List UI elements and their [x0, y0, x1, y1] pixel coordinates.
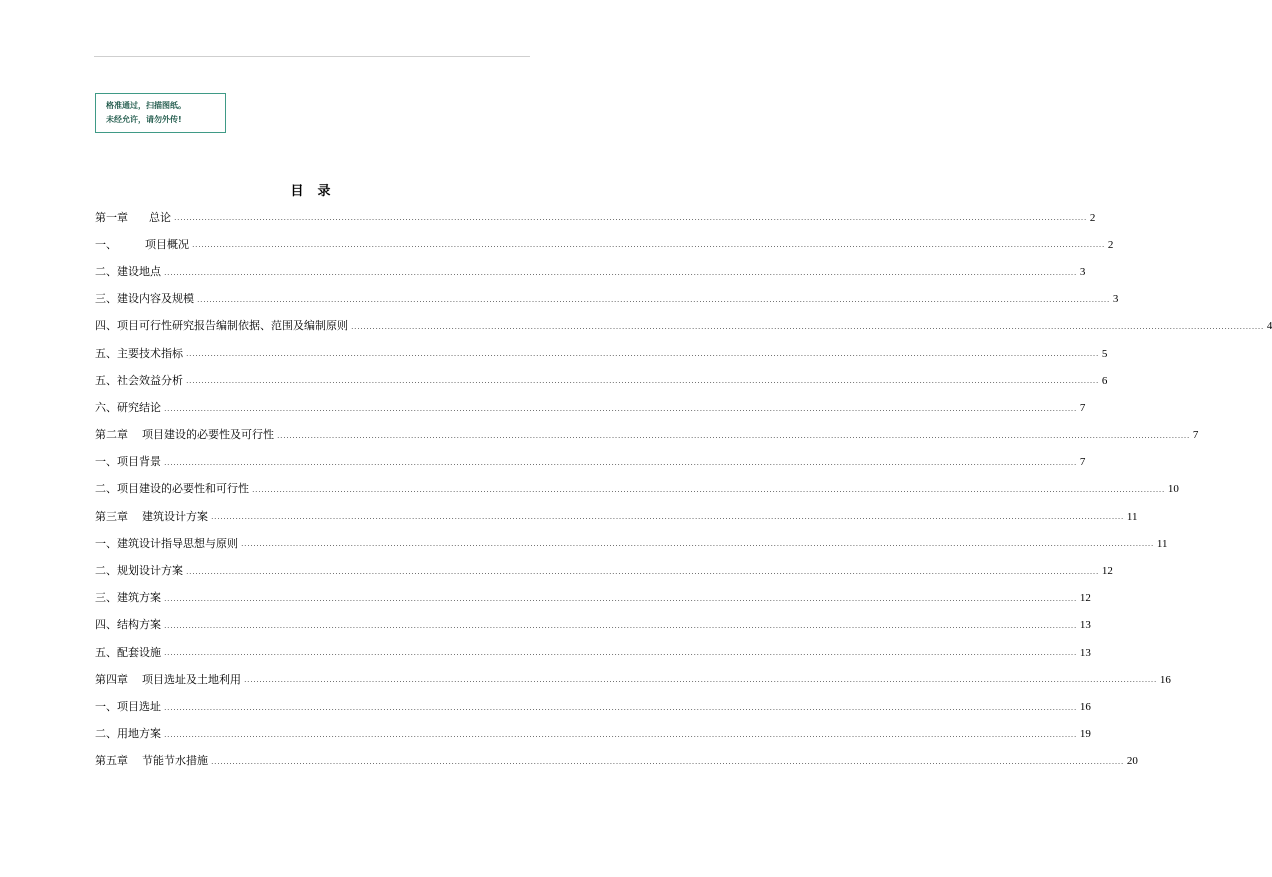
toc-entry-page: 20: [1126, 755, 1138, 768]
toc-entry[interactable]: [95, 286, 1119, 313]
toc-entry[interactable]: [95, 367, 1108, 394]
toc-entry-page: 2: [1107, 238, 1114, 251]
toc-entry-label: 四、项目可行性研究报告编制依据、范围及编制原则: [95, 319, 348, 333]
toc-entry[interactable]: [95, 666, 1171, 693]
toc-entry-label: 五、配套设施: [95, 645, 161, 659]
toc-entry-page: 10: [1167, 483, 1179, 496]
toc-entry-page: 2: [1089, 211, 1096, 224]
toc-entry-label: 二、项目建设的必要性和可行性: [95, 482, 249, 496]
toc-entry[interactable]: [95, 721, 1091, 748]
toc-leader: ............................................................................................................................................................................................................................................................................................................: [164, 593, 1077, 603]
toc-leader: ............................................................................................................................................................................................................................................................................................................: [252, 485, 1165, 495]
toc-entry[interactable]: [95, 422, 1199, 449]
toc-title: 目录: [290, 184, 345, 199]
toc-leader: ............................................................................................................................................................................................................................................................................................................: [186, 349, 1099, 359]
toc-leader: ............................................................................................................................................................................................................................................................................................................: [241, 539, 1154, 549]
toc-entry-label: 第二章 项目建设的必要性及可行性: [95, 428, 274, 442]
toc-entry-label: 三、建设内容及规模: [95, 292, 194, 306]
toc-entry[interactable]: [95, 612, 1091, 639]
toc-leader: ............................................................................................................................................................................................................................................................................................................: [211, 756, 1124, 766]
toc-leader: ............................................................................................................................................................................................................................................................................................................: [211, 512, 1124, 522]
toc-entry-label: 第四章 项目选址及土地利用: [95, 672, 241, 686]
toc-entry-page: 3: [1079, 265, 1086, 278]
toc-entry-label: 一、项目背景: [95, 455, 161, 469]
toc-entry-label: 一、 项目概况: [95, 237, 189, 251]
toc-leader: ............................................................................................................................................................................................................................................................................................................: [277, 430, 1190, 440]
toc-entry-label: 二、用地方案: [95, 727, 161, 741]
toc-entry-page: 13: [1079, 619, 1091, 632]
toc-entry[interactable]: [95, 258, 1086, 285]
toc-entry-page: 13: [1079, 646, 1091, 659]
toc-entry[interactable]: [95, 231, 1114, 258]
toc-entry-label: 四、结构方案: [95, 618, 161, 632]
toc-leader: ............................................................................................................................................................................................................................................................................................................: [164, 267, 1077, 277]
toc-leader: ............................................................................................................................................................................................................................................................................................................: [197, 294, 1110, 304]
notice-stamp: [95, 93, 226, 133]
toc-entry-page: 19: [1079, 728, 1091, 741]
toc-entry-page: 7: [1079, 456, 1086, 469]
toc-entry-page: 4: [1266, 320, 1272, 333]
toc-leader: ............................................................................................................................................................................................................................................................................................................: [164, 621, 1077, 630]
toc-entry-label: 二、建设地点: [95, 264, 161, 278]
toc-entry-label: 第三章 建筑设计方案: [95, 509, 208, 523]
toc-leader: ............................................................................................................................................................................................................................................................................................................: [164, 648, 1077, 658]
toc-leader: ............................................................................................................................................................................................................................................................................................................: [164, 729, 1077, 739]
header-rule: [94, 56, 530, 57]
toc-entry-page: 3: [1112, 293, 1119, 306]
toc-leader: ............................................................................................................................................................................................................................................................................................................: [244, 675, 1157, 685]
toc-leader: ............................................................................................................................................................................................................................................................................................................: [164, 457, 1077, 467]
toc-entry[interactable]: [95, 693, 1091, 720]
toc-entry-page: 11: [1126, 510, 1138, 523]
toc-entry-label: 二、规划设计方案: [95, 564, 183, 578]
toc-leader: ............................................................................................................................................................................................................................................................................................................: [186, 376, 1099, 386]
toc-entry-label: 六、研究结论: [95, 400, 161, 414]
toc-entry[interactable]: [95, 530, 1168, 557]
toc-leader: ............................................................................................................................................................................................................................................................................................................: [164, 702, 1077, 712]
toc-entry[interactable]: [95, 394, 1086, 421]
toc-entry[interactable]: [95, 557, 1113, 584]
toc-entry[interactable]: [95, 503, 1138, 530]
toc-entry[interactable]: [95, 639, 1091, 666]
toc-leader: ............................................................................................................................................................................................................................................................................................................: [186, 566, 1099, 576]
toc-leader: ............................................................................................................................................................................................................................................................................................................: [164, 403, 1077, 413]
toc-entry-page: 6: [1101, 374, 1108, 387]
toc-entry-page: 7: [1192, 429, 1199, 442]
toc-entry-page: 5: [1101, 347, 1108, 360]
notice-line-2: 未经允许，请勿外传!: [106, 115, 182, 124]
toc-leader: ............................................................................................................................................................................................................................................................................................................: [351, 321, 1264, 331]
toc-entry-page: 12: [1079, 592, 1091, 605]
notice-line-1: 格准通过，扫描图纸。: [106, 101, 186, 110]
toc-entry-label: 五、社会效益分析: [95, 373, 183, 387]
table-of-contents: [95, 204, 1272, 775]
toc-entry-label: 五、主要技术指标: [95, 346, 183, 360]
toc-entry[interactable]: [95, 449, 1086, 476]
toc-entry-page: 7: [1079, 401, 1086, 414]
toc-entry-page: 16: [1079, 700, 1091, 713]
toc-entry-label: 一、建筑设计指导思想与原则: [95, 536, 238, 550]
toc-entry[interactable]: [95, 340, 1108, 367]
toc-leader: ............................................................................................................................................................................................................................................................................................................: [191, 240, 1105, 250]
toc-entry-label: 第五章 节能节水措施: [95, 754, 208, 768]
toc-leader: ............................................................................................................................................................................................................................................................................................................: [173, 213, 1087, 223]
toc-entry[interactable]: [95, 313, 1272, 340]
toc-entry-label: 第一章 总论: [95, 210, 171, 224]
toc-entry-page: 16: [1159, 673, 1171, 686]
toc-entry[interactable]: [95, 585, 1091, 612]
toc-entry[interactable]: [95, 476, 1179, 503]
toc-entry-page: 12: [1101, 565, 1113, 578]
toc-entry[interactable]: [95, 748, 1138, 775]
toc-entry[interactable]: [95, 204, 1096, 231]
toc-entry-page: 11: [1156, 537, 1168, 550]
toc-entry-label: 一、项目选址: [95, 699, 161, 713]
toc-entry-label: 三、建筑方案: [95, 591, 161, 605]
